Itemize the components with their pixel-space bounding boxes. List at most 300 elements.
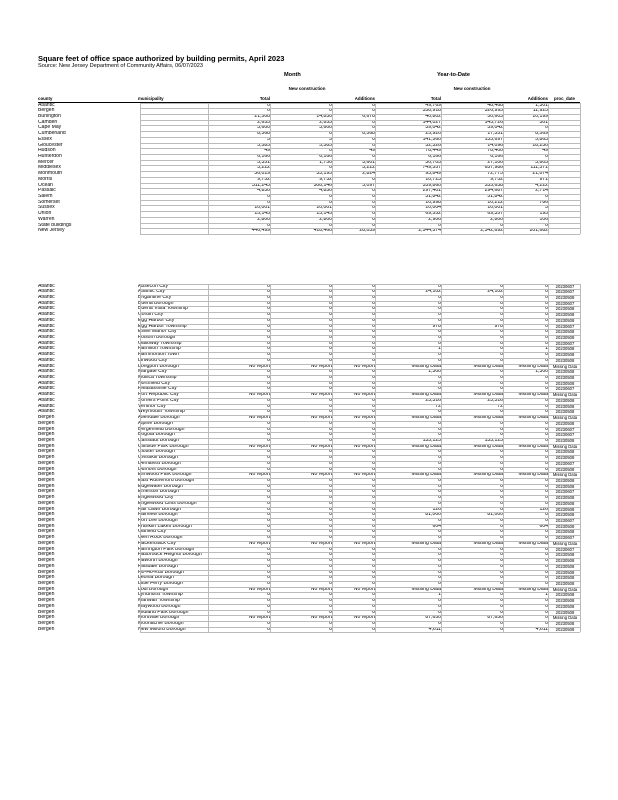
grid-line (140, 160, 580, 161)
month-additions-cell: 0 (372, 563, 375, 569)
proc-date-cell: 20230508 (555, 575, 575, 581)
month-additions-cell: 0 (372, 512, 375, 518)
ytd-total-cell: Missing Data (411, 363, 441, 369)
month-new-cell: 0 (329, 386, 332, 392)
month-new-cell: 0 (329, 546, 332, 552)
ytd-additions-cell: 0 (545, 300, 548, 306)
ytd-new-cell: 0 (500, 300, 503, 306)
ytd-additions-cell: 8,569 (535, 131, 548, 137)
ytd-new-cell: 0 (500, 506, 503, 512)
ytd-additions-cell: Missing Data (518, 392, 548, 398)
ytd-new-cell: 0 (500, 312, 503, 318)
month-additions-cell: 0 (372, 222, 375, 228)
municipality-cell: Maywood Borough (138, 603, 181, 609)
ytd-total-cell: 0 (438, 609, 441, 615)
municipality-cell: Emerson Borough (138, 489, 180, 495)
month-new-cell: 0 (329, 432, 332, 438)
month-additions-cell: 0 (372, 352, 375, 358)
month-new-cell: 0 (329, 323, 332, 329)
proc-date-cell: 20230607 (555, 432, 575, 438)
month-additions-cell: 0 (372, 558, 375, 564)
ytd-new-cell: 0 (500, 449, 503, 455)
month-total-cell: 0 (267, 199, 270, 205)
ytd-total-cell: Missing Data (411, 415, 441, 421)
month-total-cell: 0 (267, 380, 270, 386)
ytd-additions-cell: 0 (545, 409, 548, 415)
ytd-new-cell: Missing Data (473, 443, 503, 449)
month-new-cell: 6,166 (319, 153, 332, 159)
month-additions-cell: 0 (372, 329, 375, 335)
month-total-cell: 10,001 (254, 205, 270, 211)
month-new-cell: 0 (329, 194, 332, 200)
ytd-total-cell: 2,906 (428, 216, 441, 222)
grid-line (140, 524, 580, 525)
municipality-cell: Midland Park Borough (138, 609, 189, 615)
grid-line (332, 284, 333, 633)
ytd-total-cell: 0 (438, 603, 441, 609)
ytd-new-cell: 10,001 (487, 205, 503, 211)
ytd-total-cell: 141,560 (422, 136, 441, 142)
month-additions-cell: No report (353, 363, 375, 369)
grid-line (140, 137, 580, 138)
month-new-cell: 0 (329, 312, 332, 318)
municipality-cell: Egg Harbor City (138, 317, 175, 323)
proc-date-cell: 20230508 (555, 369, 575, 375)
month-total-cell: 2,655 (257, 119, 270, 125)
ytd-new-cell: 0 (500, 483, 503, 489)
ytd-additions-cell: 0 (545, 518, 548, 524)
grid-line (140, 177, 580, 178)
month-total-cell: 0 (267, 409, 270, 415)
ytd-total-cell: 2,544,374 (418, 228, 441, 234)
grid-line (140, 306, 580, 307)
municipality-cell: Garfield City (138, 529, 167, 535)
grid-line (503, 284, 504, 633)
month-new-cell: No report (310, 472, 332, 478)
municipality-cell: Demarest Borough (138, 460, 181, 466)
ytd-additions-cell: 0 (545, 289, 548, 295)
grid-line (140, 103, 141, 235)
county-cell: Gloucester (38, 142, 63, 148)
grid-line (140, 188, 580, 189)
grid-line (140, 108, 580, 109)
proc-date-cell: 20230607 (555, 289, 575, 295)
ytd-total-cell: 0 (438, 386, 441, 392)
ytd-additions-cell: 0 (545, 352, 548, 358)
ytd-new-cell: Missing Data (473, 415, 503, 421)
proc-date-cell: 20230508 (555, 523, 575, 529)
month-additions-cell: No report (353, 540, 375, 546)
ytd-total-cell: 0 (438, 529, 441, 535)
col-header-month-new: New construction (288, 86, 326, 91)
ytd-total-cell: 144,027 (422, 119, 441, 125)
month-total-cell: 5,351 (257, 159, 270, 165)
month-new-cell: 0 (329, 609, 332, 615)
grid-line (140, 165, 580, 166)
month-additions-cell: 0 (372, 312, 375, 318)
municipality-cell: Port Republic City (138, 392, 179, 398)
month-total-cell: 49 (264, 148, 270, 154)
month-additions-cell: 0 (372, 603, 375, 609)
proc-date-cell: 20230607 (555, 426, 575, 432)
month-new-cell: 0 (329, 506, 332, 512)
ytd-additions-cell: 0 (545, 615, 548, 621)
municipality-cell: Hammonton Town (138, 352, 179, 358)
ytd-new-cell: 135,697 (484, 136, 503, 142)
month-additions-cell: 0 (372, 300, 375, 306)
month-new-cell: 0 (329, 529, 332, 535)
ytd-additions-cell: 1 (545, 346, 548, 352)
month-additions-cell: 6,678 (362, 113, 375, 119)
ytd-new-cell: 24,102 (487, 289, 503, 295)
ytd-additions-cell: 0 (545, 620, 548, 626)
ytd-group-header: Year-to-Date (437, 72, 470, 78)
ytd-additions-cell: 11,925 (532, 108, 548, 114)
month-new-cell: 0 (329, 403, 332, 409)
month-additions-cell: 0 (372, 466, 375, 472)
grid-line (140, 364, 580, 365)
grid-line (140, 455, 580, 456)
month-additions-cell: 0 (372, 626, 375, 632)
ytd-new-cell: 87,650 (487, 615, 503, 621)
grid-line (375, 284, 376, 633)
county-cell: Atlantic (38, 363, 55, 369)
month-total-cell: 0 (267, 563, 270, 569)
month-new-cell: 0 (329, 483, 332, 489)
month-total-cell: 0 (267, 222, 270, 228)
month-additions-cell: 0 (372, 437, 375, 443)
grid-line (140, 621, 580, 622)
month-total-cell: 0 (267, 386, 270, 392)
ytd-total-cell: 0 (438, 563, 441, 569)
month-additions-cell: 0 (372, 317, 375, 323)
grid-line (140, 223, 580, 224)
ytd-additions-cell: 3,603 (535, 159, 548, 165)
month-additions-cell: 0 (372, 592, 375, 598)
month-total-cell: No report (248, 363, 270, 369)
county-cell: Atlantic (38, 340, 55, 346)
ytd-additions-cell: 195 (539, 211, 548, 217)
col-header-ytd-new: New construction (453, 86, 491, 91)
grid-line (140, 148, 580, 149)
municipality-cell: Little Ferry Borough (138, 580, 183, 586)
month-new-cell: 0 (329, 375, 332, 381)
month-new-cell: 5 (329, 136, 332, 142)
ytd-total-cell: 10,004 (425, 205, 441, 211)
month-total-cell: No report (248, 615, 270, 621)
grid-line (140, 194, 580, 195)
month-total-cell: 0 (267, 346, 270, 352)
proc-date-cell: 20230508 (555, 455, 575, 461)
month-new-cell: 2,800 (319, 216, 332, 222)
month-new-cell: 0 (329, 437, 332, 443)
municipality-cell: Carlstadt Borough (138, 437, 180, 443)
proc-date-cell: 20230508 (555, 569, 575, 575)
grid-line (208, 284, 209, 633)
municipality-cell: Ho-Ho-Kus Borough (138, 569, 184, 575)
ytd-additions-cell: 0 (545, 455, 548, 461)
month-total-cell: 15,145 (254, 211, 270, 217)
ytd-additions-cell: 106 (539, 216, 548, 222)
ytd-additions-cell: 0 (545, 563, 548, 569)
proc-date-cell: 20230508 (555, 306, 575, 312)
month-total-cell: 0 (267, 489, 270, 495)
county-cell: Bergen (38, 558, 55, 564)
month-total-cell: 0 (267, 620, 270, 626)
month-total-cell: 0 (267, 466, 270, 472)
ytd-new-cell: 0 (500, 535, 503, 541)
proc-date-cell: 20230508 (555, 312, 575, 318)
ytd-additions-cell: 4,222 (535, 182, 548, 188)
month-new-cell: 0 (329, 346, 332, 352)
month-new-cell: 1,750 (319, 159, 332, 165)
ytd-new-cell: 0 (500, 563, 503, 569)
municipality-cell: Allendale Borough (138, 415, 180, 421)
grid-line (140, 211, 580, 212)
month-new-cell: 0 (329, 575, 332, 581)
ytd-new-cell: Missing Data (473, 363, 503, 369)
grid-line (140, 489, 580, 490)
county-cell: Essex (38, 136, 52, 142)
ytd-additions-cell: 0 (545, 558, 548, 564)
ytd-new-cell: 0 (500, 592, 503, 598)
county-cell: Middlesex (38, 165, 61, 171)
municipality-cell: Northfield City (138, 380, 170, 386)
ytd-additions-cell: 0 (545, 153, 548, 159)
proc-date-cell: 20230508 (555, 420, 575, 426)
ytd-additions-cell: 0 (545, 500, 548, 506)
month-new-cell: 0 (329, 409, 332, 415)
ytd-total-cell: 0 (438, 329, 441, 335)
ytd-new-cell: 31,842 (487, 194, 503, 200)
ytd-new-cell: 326,993 (484, 108, 503, 114)
municipality-cell: Fort Lee Borough (138, 518, 178, 524)
month-total-cell: 3,222 (257, 165, 270, 171)
grid-line (140, 183, 580, 184)
month-total-cell: 311,243 (251, 182, 270, 188)
ytd-total-cell: 0 (438, 598, 441, 604)
col-header-ytd-total: Total (430, 96, 441, 101)
county-cell: Atlantic (38, 102, 55, 108)
month-total-cell: 0 (267, 455, 270, 461)
county-cell: Bergen (38, 426, 55, 432)
grid-line (140, 547, 580, 548)
ytd-additions-cell: 0 (545, 575, 548, 581)
county-cell: Bergen (38, 415, 55, 421)
county-cell: Bergen (38, 535, 55, 541)
ytd-total-cell: 40,802 (425, 113, 441, 119)
grid-line (375, 103, 376, 235)
ytd-total-cell: 81,000 (425, 512, 441, 518)
ytd-new-cell: 0 (500, 500, 503, 506)
county-cell: Bergen (38, 460, 55, 466)
ytd-new-cell: 0 (500, 558, 503, 564)
ytd-total-cell: 0 (438, 495, 441, 501)
month-total-cell: 8,568 (257, 131, 270, 137)
month-new-cell: 0 (329, 199, 332, 205)
month-total-cell: 0 (267, 483, 270, 489)
month-new-cell: 0 (329, 340, 332, 346)
ytd-new-cell: 48,468 (487, 102, 503, 108)
ytd-total-cell: 31,842 (425, 194, 441, 200)
ytd-total-cell: 39,042 (425, 125, 441, 131)
month-new-cell: 10,001 (316, 205, 332, 211)
month-additions-cell: 0 (372, 205, 375, 211)
ytd-additions-cell: Missing Data (518, 586, 548, 592)
grid-line (441, 103, 442, 235)
ytd-total-cell: 0 (438, 546, 441, 552)
month-additions-cell: 0 (372, 535, 375, 541)
municipality-cell: Fair Lawn Borough (138, 506, 182, 512)
month-total-cell: No report (248, 415, 270, 421)
county-cell: Bergen (38, 512, 55, 518)
month-new-cell: No report (310, 415, 332, 421)
grid-line (140, 289, 580, 290)
ytd-total-cell: 93,849 (425, 171, 441, 177)
municipality-cell: Margate City (138, 369, 167, 375)
month-additions-cell: 0 (372, 199, 375, 205)
ytd-new-cell: 0 (500, 346, 503, 352)
county-cell: Bergen (38, 472, 55, 478)
month-additions-cell: 0 (372, 426, 375, 432)
month-additions-cell: 0 (372, 334, 375, 340)
ytd-new-cell: 2,800 (490, 216, 503, 222)
ytd-total-cell: 0 (438, 380, 441, 386)
county-cell: Bergen (38, 489, 55, 495)
ytd-total-cell: 0 (438, 518, 441, 524)
month-new-cell: 0 (329, 563, 332, 569)
ytd-additions-cell: 0 (545, 449, 548, 455)
ytd-new-cell: 0 (500, 409, 503, 415)
grid-line (140, 495, 580, 496)
county-cell: Atlantic (38, 317, 55, 323)
grid-line (140, 386, 580, 387)
month-total-cell: 0 (267, 523, 270, 529)
col-header-proc-date: proc_date (554, 96, 575, 101)
report-title: Square feet of office space authorized by building permits, April 2023 (38, 54, 285, 63)
county-cell: Ocean (38, 182, 54, 188)
month-total-cell: No report (248, 443, 270, 449)
month-total-cell: No report (248, 540, 270, 546)
month-new-cell: No report (310, 540, 332, 546)
proc-date-cell: 20230607 (555, 283, 575, 289)
ytd-total-cell: 0 (438, 569, 441, 575)
municipality-cell: Mahwah Township (138, 598, 180, 604)
ytd-total-cell: Missing Data (411, 392, 441, 398)
month-total-cell: 0 (267, 426, 270, 432)
county-cell: Warren (38, 216, 55, 222)
municipality-cell: Edgewater Borough (138, 483, 184, 489)
county-cell: Bergen (38, 466, 55, 472)
ytd-total-cell: 0 (438, 420, 441, 426)
ytd-total-cell: 604 (432, 523, 441, 529)
proc-date-cell: 20230508 (555, 375, 575, 381)
month-new-cell: No report (310, 363, 332, 369)
county-cell: Bergen (38, 580, 55, 586)
ytd-new-cell: 0 (500, 420, 503, 426)
ytd-additions-cell: 786 (539, 199, 548, 205)
month-additions-cell: 0 (372, 523, 375, 529)
month-additions-cell: 49 (369, 148, 375, 154)
grid-line (140, 228, 580, 229)
proc-date-cell: 20230508 (555, 483, 575, 489)
month-total-cell: 446,499 (251, 228, 270, 234)
grid-line (140, 284, 141, 633)
ytd-total-cell: 6,166 (428, 153, 441, 159)
ytd-additions-cell: 0 (545, 329, 548, 335)
month-total-cell: 0 (267, 323, 270, 329)
proc-date-cell: 20230508 (555, 477, 575, 483)
grid-line (140, 312, 580, 313)
ytd-additions-cell: 0 (545, 386, 548, 392)
ytd-new-cell: 0 (500, 375, 503, 381)
month-new-cell: 15,145 (316, 211, 332, 217)
month-total-cell: 9,752 (257, 176, 270, 182)
ytd-new-cell: 14,096 (487, 142, 503, 148)
grid-line (548, 284, 549, 633)
month-total-cell: 21,508 (254, 113, 270, 119)
month-total-cell: 0 (267, 437, 270, 443)
month-new-cell: 0 (329, 317, 332, 323)
ytd-total-cell: 126 (432, 506, 441, 512)
ytd-new-cell: 0 (500, 552, 503, 558)
month-new-cell: 308,146 (313, 182, 332, 188)
proc-date-cell: 20230607 (555, 323, 575, 329)
ytd-new-cell: 294,687 (484, 188, 503, 194)
county-cell: Atlantic (38, 409, 55, 415)
ytd-total-cell: 1,300 (428, 369, 441, 375)
ytd-additions-cell: 0 (545, 603, 548, 609)
municipality-cell: Fairview Borough (138, 512, 178, 518)
municipality-cell: Weymouth Township (138, 409, 185, 415)
grid-line (270, 284, 271, 633)
ytd-total-cell: 0 (438, 466, 441, 472)
ytd-total-cell: 0 (438, 357, 441, 363)
municipality-cell: Pleasantville City (138, 386, 177, 392)
month-additions-cell: 0 (372, 620, 375, 626)
month-additions-cell: 0 (372, 432, 375, 438)
ytd-additions-cell: 0 (545, 334, 548, 340)
county-cell: Bergen (38, 495, 55, 501)
ytd-additions-cell: 0 (545, 529, 548, 535)
grid-line (140, 432, 580, 433)
ytd-additions-cell: 18,230 (532, 142, 548, 148)
county-cell: Cumberland (38, 131, 66, 137)
month-additions-cell: 0 (372, 357, 375, 363)
grid-line (140, 558, 580, 559)
county-cell: Atlantic (38, 294, 55, 300)
month-new-cell: 0 (329, 334, 332, 340)
proc-date-cell: 20230508 (555, 609, 575, 615)
county-cell: Bergen (38, 108, 55, 114)
ytd-total-cell: 1 (438, 346, 441, 352)
month-total-cell: 0 (267, 432, 270, 438)
col-header-ytd-additions: Additions (527, 96, 548, 101)
month-additions-cell: 0 (372, 386, 375, 392)
grid-line (503, 103, 504, 235)
ytd-additions-cell: 1,301 (535, 102, 548, 108)
ytd-additions-cell: 0 (545, 340, 548, 346)
month-total-cell: No report (248, 472, 270, 478)
ytd-additions-cell: 0 (545, 495, 548, 501)
month-additions-cell: No report (353, 615, 375, 621)
county-cell: Bergen (38, 506, 55, 512)
proc-date-cell: 20230508 (555, 317, 575, 323)
month-additions-cell: 0 (372, 125, 375, 131)
grid-line (140, 409, 580, 410)
month-total-cell: 0 (267, 529, 270, 535)
month-total-cell: 0 (267, 108, 270, 114)
